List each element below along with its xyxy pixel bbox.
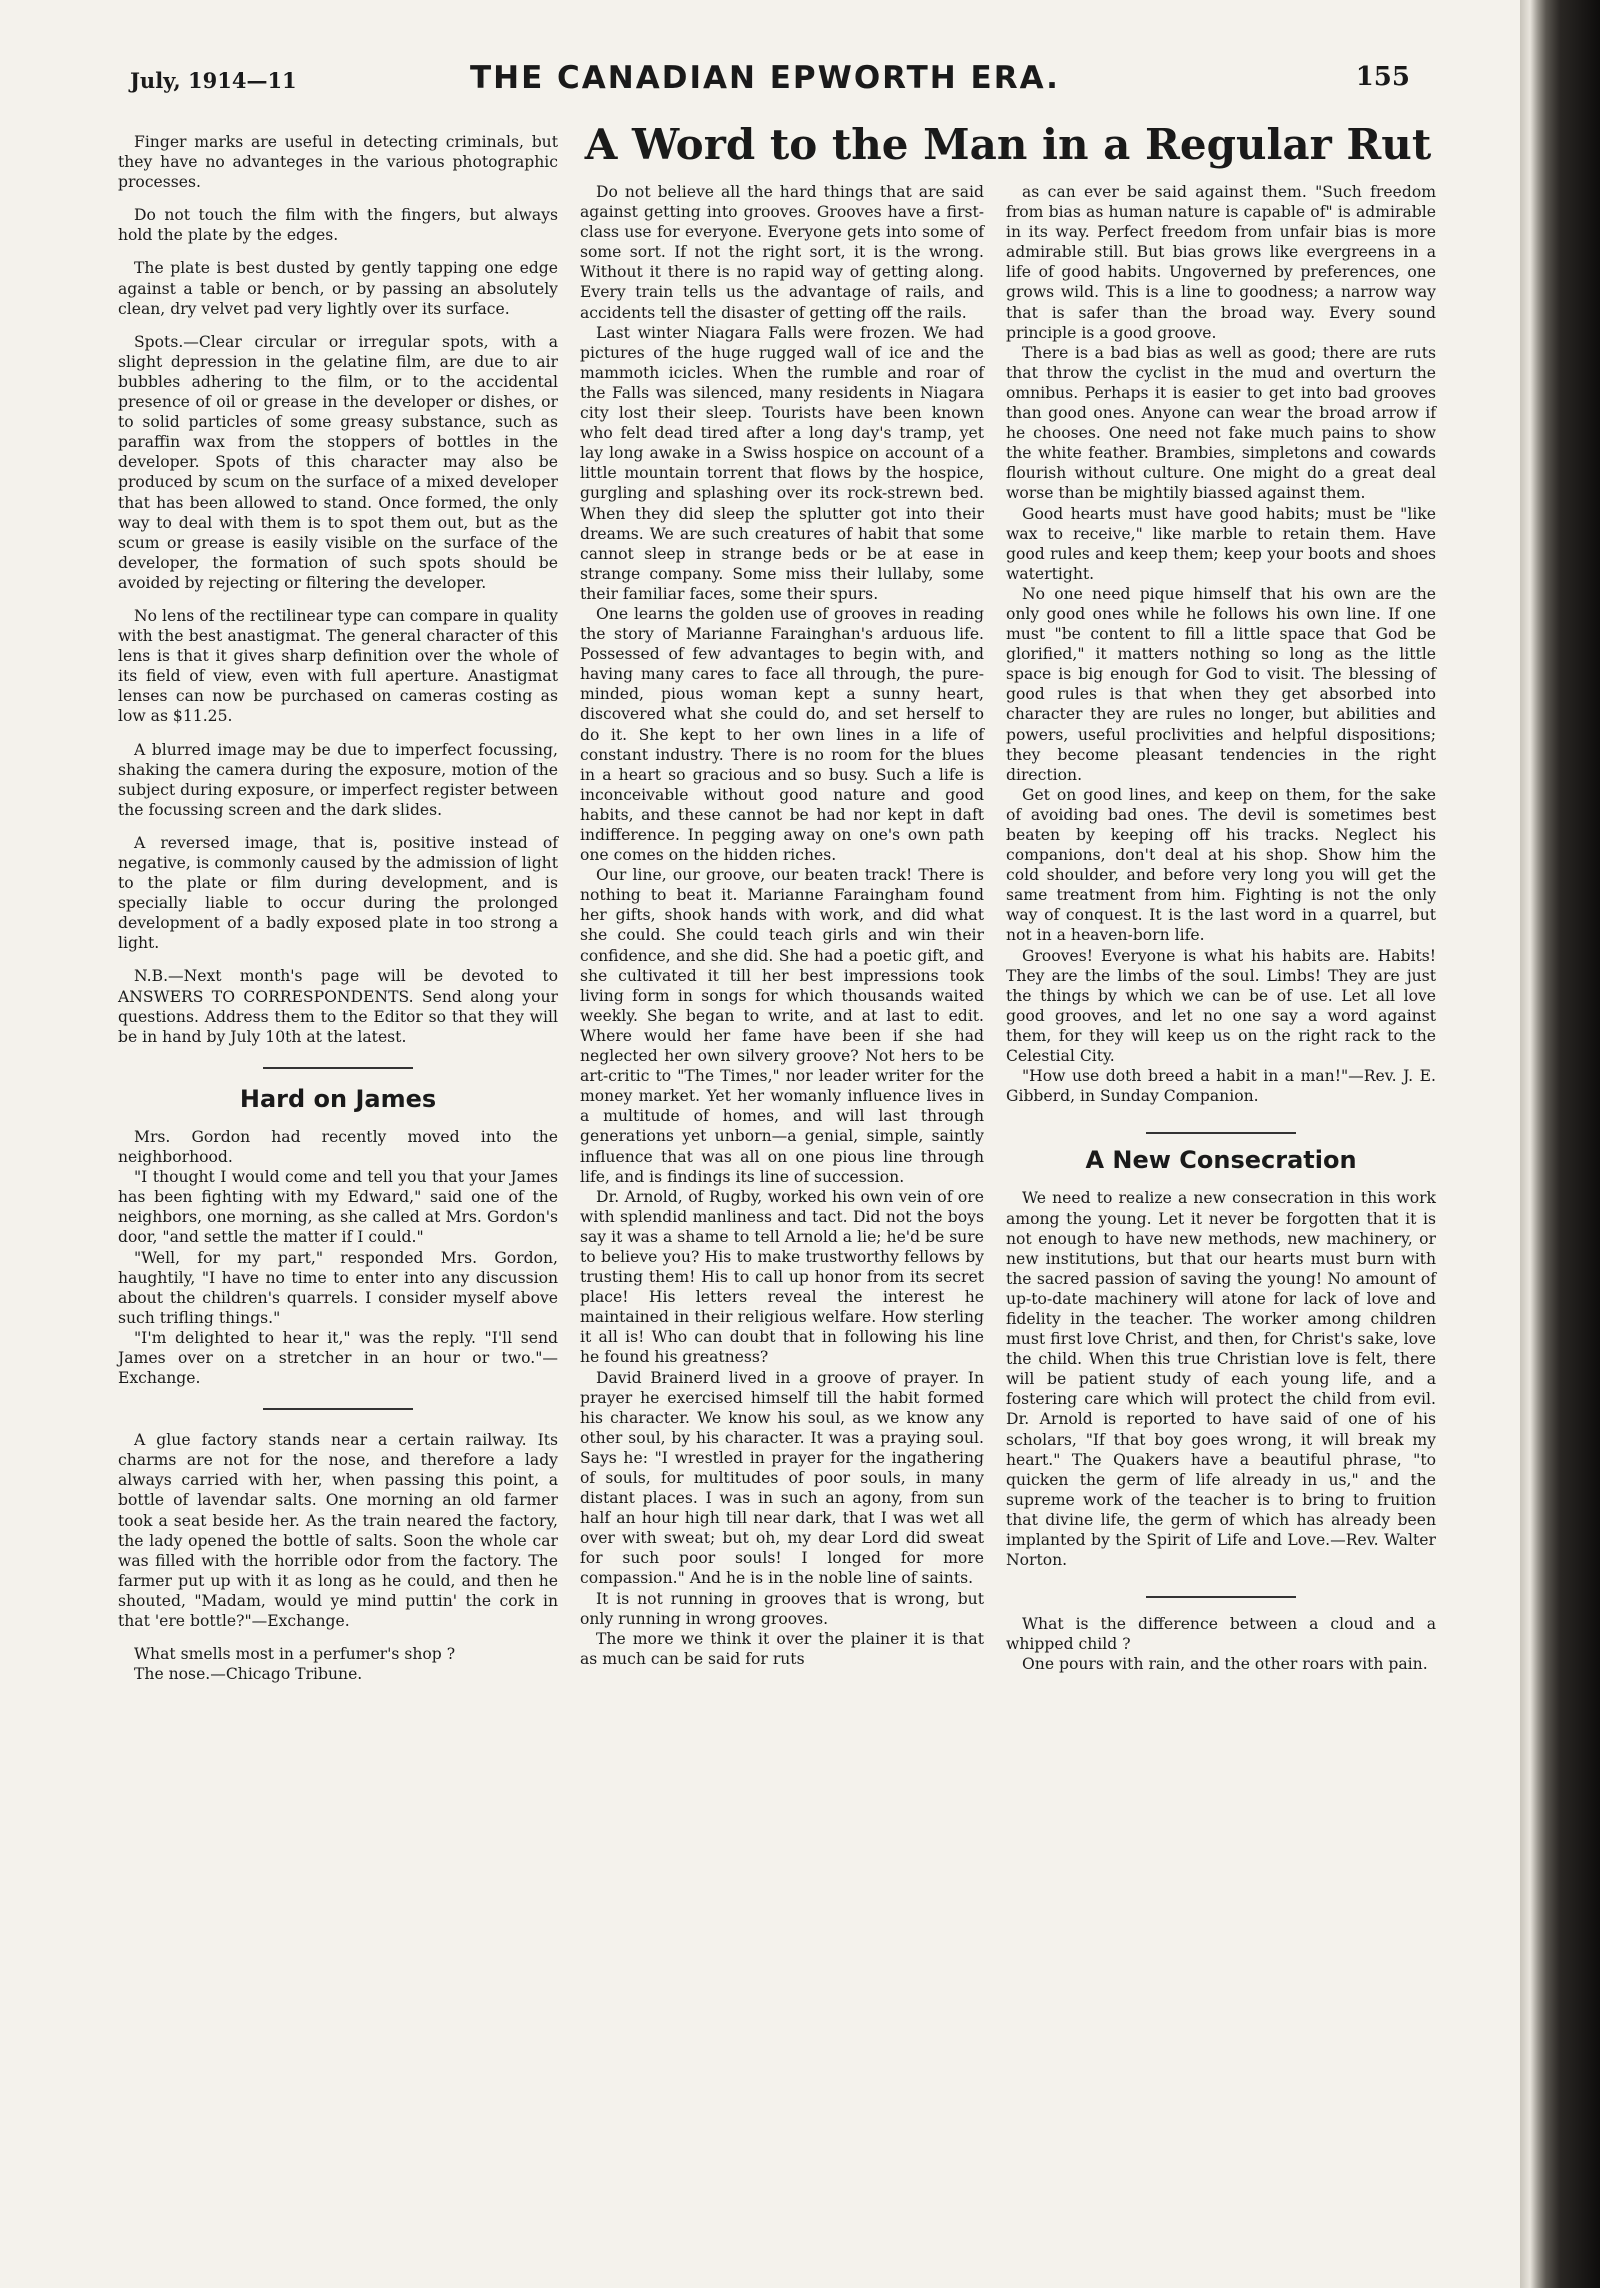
paragraph: Do not touch the film with the fingers, but always hold the plate by the edges. [118, 206, 558, 245]
consecration-title: A New Consecration [1085, 1146, 1357, 1175]
article-paragraph: It is not running in grooves that is wrong, but only running in wrong grooves. [580, 1589, 984, 1628]
article-paragraph: Do not believe all the hard things that are said against getting into grooves. Grooves have a first-class use for everyone. Everyone gets into some of some sort. If not the right sort, it is the wrong. Without it there is no rapid way of getting along. Every train tells us the advantage of rails, and accidents tell the disaster of getting off the rails. [580, 183, 984, 322]
article-paragraph: Last winter Niagara Falls were frozen. We had pictures of the huge rugged wall of ice and the mammoth icicles. When the rumble and roar of the Falls was silenced, many residents in Niagara city lost their sleep. Tourists have been known who felt dead tired after a long day's tramp, yet lay long awake in a Swiss hospice on account of a little mountain torrent that flows by the hospice, gurgling and splashing over its rock-strewn bed. When they did sleep the splutter got into their dreams. We are such creatures of habit that some cannot sleep in strange beds or be at ease in strange company. Some miss their lullaby, some their familiar faces, some their spurs. [580, 323, 984, 603]
article-paragraph: Our line, our groove, our beaten track! There is nothing to beat it. Marianne Faraingham found her gifts, shook hands with work, and did what she could. She could teach girls and win their confidence, and she did. She had a poetic gift, and she cultivated it till her best impressions took living form in songs for which thousands waited weekly. She began to write, and at last to edit. Where would her fame have been if she had neglected her own silvery groove? Not hers to be art-critic to "The Times," nor leader writer for the money market. Yet her womanly influence lives in a multitude of homes, and will last through generations yet unborn—a genial, simple, saintly influence that was all on one pious line through life, and is findings its line of succession. [580, 866, 984, 1186]
magazine-title: THE CANADIAN EPWORTH ERA. [470, 60, 1060, 96]
article-paragraph: David Brainerd lived in a groove of prayer. In prayer he exercised himself till the habit formed his character. We know his soul, as we know any other soul, by his character. It was a praying soul. Says he: "I wrestled in prayer for the ingathering of souls, for multitudes of poor souls, in many distant places. I was in such an agony, from sun half an hour high till near dark, that I was wet all over with sweat; but oh, my dear Lord did sweat for such poor souls! I longed for more compassion." And he is in the noble line of saints. [580, 1368, 984, 1588]
story-paragraph: "I'm delighted to hear it," was the reply. "I'll send James over on a stretcher in an hour or two."—Exchange. [118, 1328, 558, 1388]
story-title: Hard on James [239, 1084, 437, 1113]
paragraph: A blurred image may be due to imperfect focussing, shaking the camera during the exposure, motion of the subject during exposure, or imperfect register between the focussing screen and the dark slides. [118, 740, 558, 819]
article-paragraph: as can ever be said against them. "Such freedom from bias as human nature is capable of" is admirable in its way. Perfect freedom from unfair bias is more admirable still. But bias grows like evergreens in a life of good habits. Ungoverned by preferences, one grows wild. This is a line to goodness; a narrow way that is safer than the broad way. Every sound principle is a good groove. [1006, 183, 1436, 342]
riddle-question: What is the difference between a cloud and a whipped child ? [1006, 1615, 1436, 1654]
article-paragraph: Dr. Arnold, of Rugby, worked his own vein of ore with splendid manliness and tact. Did not the boys say it was a shame to tell Arnold a lie; he'd be sure to believe you? His to make trustworthy fellows by trusting them! His to call up honor from its secret place! His letters reveal the interest he maintained in their religious welfare. How sterling it all is! Who can doubt that in following his line he found his greatness? [580, 1187, 984, 1367]
article-paragraph: The more we think it over the plainer it is that as much can be said for ruts [580, 1629, 984, 1668]
divider [263, 1067, 413, 1069]
story-paragraph: "Well, for my part," responded Mrs. Gordon, haughtily, "I have no time to enter into any discussion about the children's quarrels. I consider myself above such trifling things." [118, 1248, 558, 1327]
book-gutter [1520, 0, 1600, 2288]
joke-question: What smells most in a perfumer's shop ? [134, 1645, 456, 1664]
divider [1146, 1132, 1296, 1134]
article-paragraph: There is a bad bias as well as good; there are ruts that throw the cyclist in the mud and overturn the omnibus. Perhaps it is easier to get into bad grooves than good ones. Anyone can wear the broad arrow if he chooses. One need not fake much pains to show the white feather. Brambies, simpletons and cowards flourish without culture. One might do a great deal worse than be mightily biassed against them. [1006, 343, 1436, 503]
paragraph: No lens of the rectilinear type can compare in quality with the best anastigmat. The general character of this lens is that it gives sharp definition over the whole of its field of view, even with full aperture. Anastigmat lenses can now be purchased on cameras costing as low as $11.25. [118, 606, 558, 726]
consecration-paragraph: We need to realize a new consecration in this work among the young. Let it never be forgotten that it is not enough to have new methods, new machinery, or new institutions, but that our hearts must burn with the sacred passion of saving the young! No amount of up-to-date machinery will atone for lack of love and fidelity in the teacher. The worker among children must first love Christ, and then, for Christ's sake, love the child. When this true Christian love is felt, there will be patient study of each young life, and a fostering care which will protect the child from evil. Dr. Arnold is reported to have said of one of his scholars, "If that boy goes wrong, it will break my heart." The Quakers have a beautiful phrase, "to quicken the germ of life already in us," and the supreme work of the teacher is to bring to fruition that divine life, the germ of which has already been implanted by the Spirit of Life and Love.—Rev. Walter Norton. [1006, 1189, 1436, 1570]
article-paragraph: Get on good lines, and keep on them, for the sake of avoiding bad ones. The devil is sometimes best beaten by keeping off his tracks. Neglect his companions, don't deal at his shop. Show him the cold shoulder, and before very long you will get the same treatment from him. Fighting is not the only way of conquest. It is the last word in a quarrel, but not in a heaven-born life. [1006, 785, 1436, 945]
divider [263, 1408, 413, 1410]
riddle-answer: One pours with rain, and the other roars with pain. [1022, 1655, 1428, 1674]
story-paragraph: "I thought I would come and tell you that your James has been fighting with my Edward," said one of the neighbors, one morning, as she called at Mrs. Gordon's door, "and settle the matter if I could." [118, 1168, 558, 1247]
glue-anecdote: A glue factory stands near a certain railway. Its charms are not for the nose, and therefore a lady always carried with her, when passing this point, a bottle of lavendar salts. One morning an old farmer took a seat beside her. As the train neared the factory, the lady opened the bottle of salts. Soon the whole car was filled with the horrible odor from the factory. The farmer put up with it as long as he could, and then he shouted, "Madam, would ye mind puttin' the cork in that 'ere bottle?"—Exchange. [118, 1431, 558, 1630]
middle-column [580, 182, 984, 1669]
article-paragraph: Good hearts must have good habits; must be "like wax to receive," like marble to retain them. Have good rules and keep them; keep your boots and shoes watertight. [1006, 504, 1436, 583]
article-paragraph: No one need pique himself that his own are the only good ones while he follows his own line. If one must "be content to fill a little space that God be glorified," it matters nothing so long as the little space is big enough for God to visit. The blessing of good rules is that when they get absorbed into character they are rules no longer, but abilities and powers, useful proclivities and helpful dispositions; they become pleasant tendencies in the right direction. [1006, 584, 1436, 784]
article-attribution: "How use doth breed a habit in a man!"—Rev. J. E. Gibberd, in Sunday Companion. [1006, 1067, 1436, 1106]
page-number: 155 [1355, 62, 1410, 92]
joke-answer: The nose.—Chicago Tribune. [134, 1665, 363, 1684]
issue-date: July, 1914—11 [130, 68, 297, 93]
page-header [130, 60, 1410, 100]
paragraph: A reversed image, that is, positive instead of negative, is commonly caused by the admission of light to the plate or film during development, and is specially liable to occur during the prolonged development of a badly exposed plate in too strong a light. [118, 833, 558, 953]
right-column [1006, 182, 1436, 1687]
article-paragraph: One learns the golden use of grooves in reading the story of Marianne Farainghan's arduous life. Possessed of few advantages to begin with, and having many cares to face all through, the pure-minded, pious woman kept a sunny heart, discovered what she could do, and set herself to do it. She kept to her own lines in a life of constant industry. There is no room for the blues in a heart so gracious and so busy. Such a life is inconceivable without good nature and good habits, and these cannot be had nor kept in daft indifference. In pegging away on one's own path one comes on the hidden riches. [580, 604, 984, 865]
left-column [118, 132, 558, 1697]
paragraph: N.B.—Next month's page will be devoted to ANSWERS TO CORRESPONDENTS. Send along your questions. Address them to the Editor so that they will be in hand by July 10th at the latest. [118, 967, 558, 1046]
divider [1146, 1596, 1296, 1598]
article-paragraph: Grooves! Everyone is what his habits are. Habits! They are the limbs of the soul. Limbs! They are just the things by which we can be of use. Let all love good grooves, and let no one say a word against them, for they will keep us on the right rack to the Celestial City. [1006, 946, 1436, 1066]
paragraph: The plate is best dusted by gently tapping one edge against a table or bench, or by passing an absolutely clean, dry velvet pad very lightly over its surface. [118, 259, 558, 318]
paragraph: Finger marks are useful in detecting criminals, but they have no advanteges in the various photographic processes. [118, 133, 558, 192]
article-title: A Word to the Man in a Regular Rut [584, 120, 1432, 169]
story-paragraph: Mrs. Gordon had recently moved into the neighborhood. [118, 1127, 558, 1167]
paragraph: Spots.—Clear circular or irregular spots, with a slight depression in the gelatine film, are due to air bubbles adhering to the film, or to the accidental presence of oil or grease in the developer or dishes, or to solid particles of some greasy substance, such as paraffin wax from the stoppers of bottles in the developer. Spots of this character may also be produced by scum on the surface of a mixed developer that has been allowed to stand. Once formed, the only way to deal with them is to spot them out, but as the scum or grease is easily visible on the surface of the developer, the formation of such spots should be avoided by rejecting or filtering the developer. [118, 332, 558, 592]
